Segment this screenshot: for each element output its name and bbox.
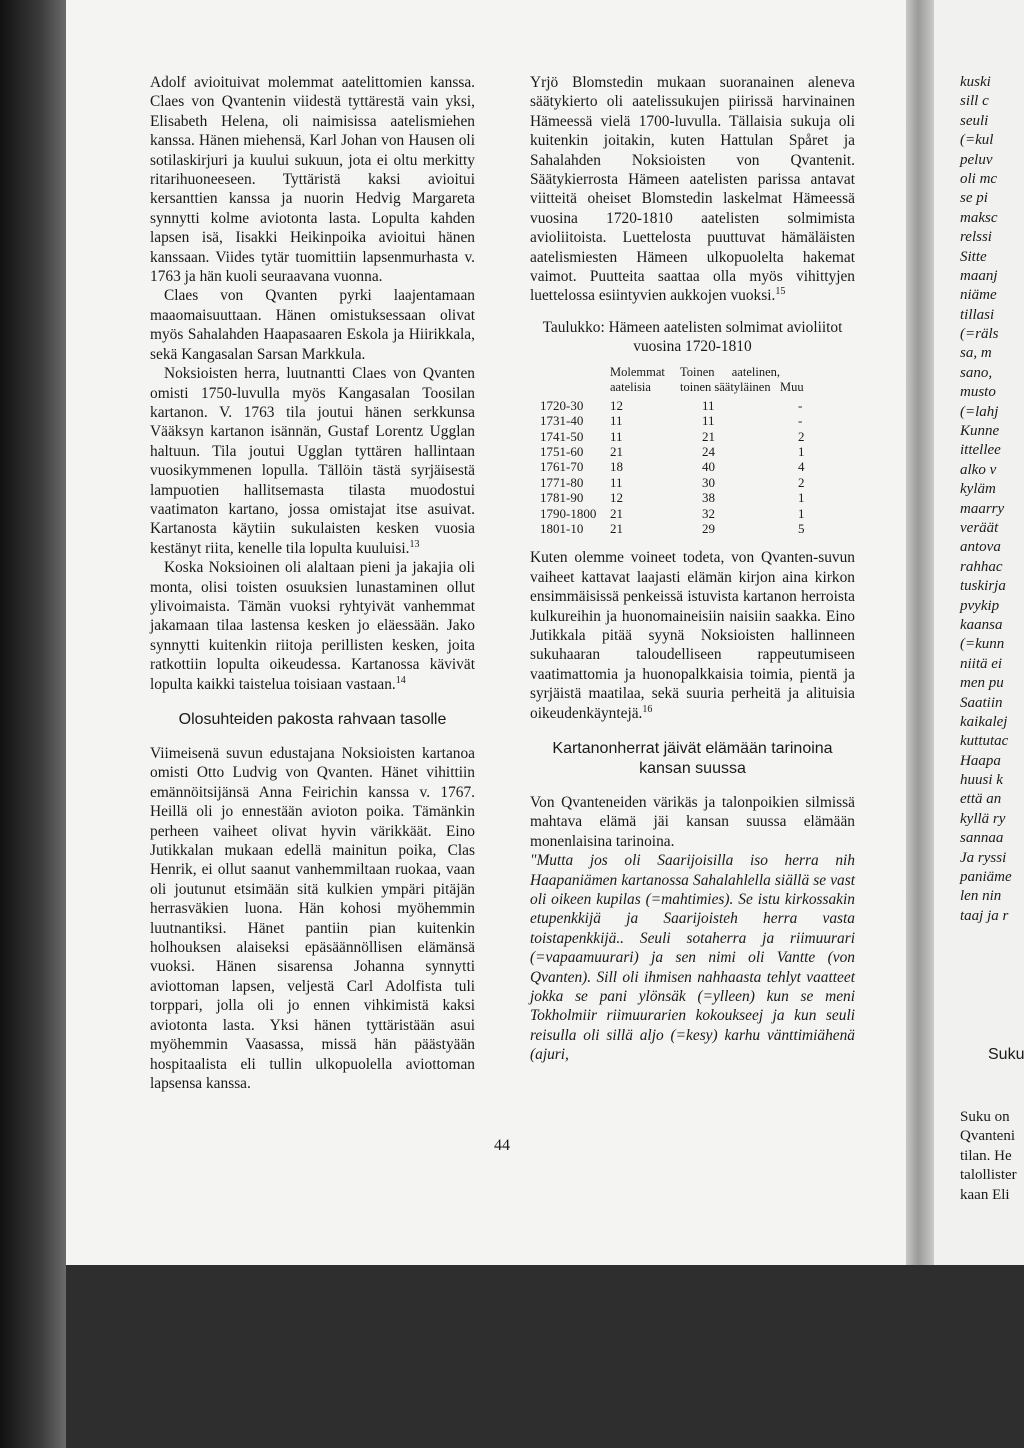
paragraph: Von Qvanteneiden värikäs ja talonpoikien silmissä mahtava elämä jäi kansan suussa elämään monenlaisina tarinoina.: [530, 794, 855, 850]
table-cell: 40: [702, 459, 715, 475]
next-page-line: maksc: [960, 209, 998, 226]
next-page-line: sano,: [960, 364, 993, 381]
next-page-line: sannaa: [960, 830, 1004, 847]
next-page-line: paniäme: [960, 869, 1012, 886]
table-row: [530, 521, 855, 536]
table-row: [530, 444, 855, 459]
table-cell: -: [798, 413, 803, 429]
book-gutter: [906, 0, 936, 1265]
table-cell: 1720-30: [540, 397, 584, 413]
paragraph-text: Kuten olemme voineet todeta, von Qvanten-suvun vaiheet kattavat laajasti elämän kirjon aina kirkon ensimmäisissä penkeissä istuvista kartanon herroista kulkureihin ja huonomaineisiin naisiin saakka. Eino Jutikkala pitää syynä Noksioisten hallinneen sukuhaaran taloudelliseen rappeutumiseen vaatimattomia ja huonopalkkaisia toimia, pientä ja syrjäistä maatilaa, sekä suuria perheitä ja alituisia oikeudenkäyntejä.: [530, 549, 855, 722]
table-row: [530, 459, 855, 474]
next-page-heading: Suku: [988, 1046, 1024, 1063]
table-cell: 1741-50: [540, 428, 584, 444]
next-page-line: (=lahj: [960, 403, 999, 420]
table-cell: 32: [702, 505, 715, 521]
right-column: [530, 73, 855, 1065]
paragraph: Viimeisenä suvun edustajana Noksioisten kartanoa omisti Otto Ludvig von Qvanten. Hänet vihittiin emännöitsijänsä Anna Feirichin kanssa v. 1767. Heillä oli jo ennestään avioton poika. Tämänkin perheen vaiheet olivat hyvin värikkäät. Eino Jutikkalan mukaan edellä mainitun poika, Clas Henrik, ei ollut saanut vanhemmiltaan ruokaa, vaan oli joutunut etsimään sitä kulkien ympäri pitäjän herrasväkien luona. Hän kohosi myöhemmin luutnantiksi. Hänet pantiin pian kuitenkin holhouksen alaiseksi epäsäännöllisen elämänsä vuoksi. Hänen sisarensa Johanna synnytti aviottoman lapsen, veljestä Carl Adolfista tuli torppari, jolla oli jo ennen vihkimistä kaksi aviotonta lasta. Yksi hänen tyttäristään asui myöhemmin Vaasassa, missä hän päästyään hospitaalista eli tullin ulkopuolella aviottoman lapsensa kanssa.: [150, 745, 475, 1092]
table-header-row: [530, 365, 855, 398]
table-cell: 18: [610, 459, 623, 475]
table-row: [530, 429, 855, 444]
table-cell: 24: [702, 443, 715, 459]
next-page-line: peluv: [960, 151, 993, 168]
footnote-ref: 15: [775, 286, 786, 298]
next-page-line: Ja ryssi: [960, 849, 1007, 866]
next-page-line: kaan Eli: [960, 1186, 1010, 1203]
next-page-line: Sitte: [960, 248, 987, 265]
next-page-line: relssi: [960, 229, 992, 246]
next-page-line: kyllä ry: [960, 810, 1006, 827]
next-page-line: niitä ei: [960, 655, 1003, 672]
paragraph: Adolf avioituivat molemmat aatelittomien kanssa. Claes von Qvantenin viidestä tyttärestä vain yksi, Elisabeth Helena, oli naimisissa aatelismiehen kanssa. Hänen miehensä, Karl Johan von Hausen oli sotilaskirjuri ja kuului sukuun, jota ei oltu merkitty ritarihuoneeseen. Tyttäristä kaksi avioitui kersanttien kanssa ja nuorin Hedvig Margareta synnytti kolme aviotonta lasta. Lopulta kahden lapsen isä, Iisakki Heikinpoika avioitui hänen kanssaan. Viides tytär tuomittiin lapsenmurhasta v. 1763 ja hän kuoli seuraavana vuonna.: [150, 74, 475, 286]
next-page-line: kaansa: [960, 616, 1003, 633]
table-cell: 11: [702, 397, 715, 413]
table-title: Taulukko: Hämeen aatelisten solmimat avioliitot vuosina 1720-1810: [542, 318, 843, 356]
paragraph: [530, 548, 855, 723]
table-row: [530, 398, 855, 413]
table-cell: 30: [702, 474, 715, 490]
table-header: [530, 365, 610, 398]
next-page-line: talollister: [960, 1167, 1017, 1184]
next-page-line: niäme: [960, 287, 997, 304]
next-page-line: kaikalej: [960, 713, 1008, 730]
next-page-line: maarry: [960, 500, 1005, 517]
table-cell: -: [798, 397, 803, 413]
footnote-ref: 13: [409, 538, 420, 550]
table-cell: 21: [702, 428, 715, 444]
next-page-line: alko v: [960, 461, 997, 478]
table-cell: 1: [798, 505, 805, 521]
table-header: Molemmat aatelisia: [610, 364, 665, 394]
next-page-line: sa, m: [960, 345, 992, 362]
next-page-line: veräät: [960, 519, 999, 536]
paragraph: [530, 73, 855, 306]
table-cell: 1761-70: [540, 459, 584, 475]
table-header: Muu: [780, 379, 804, 394]
table-cell: 5: [798, 520, 805, 536]
footnote-ref: 16: [642, 703, 653, 715]
table-cell: 1: [798, 443, 805, 459]
table-cell: 1: [798, 490, 805, 506]
next-page-line: (=kunn: [960, 636, 1005, 653]
table-row: [530, 475, 855, 490]
next-page-line: len nin: [960, 888, 1002, 905]
table-cell: 11: [610, 428, 623, 444]
table-cell: 4: [798, 459, 805, 475]
next-page-line: seuli: [960, 112, 989, 129]
paragraph-text: Yrjö Blomstedin mukaan suoranainen aleneva säätykierto oli aatelissukujen piirissä harvinainen Hämeessä vielä 1700-luvulla. Tällaisia sukuja oli kuitenkin joitakin, kuten Hattulan Spåret ja Sahalahden Noksioisten von Qvantenit. Säätykierrosta Hämeen aatelisten parissa antavat viitteitä oheiset Blomstedin laskelmat Hämeessä vuosina 1720-1810 aatelisten solmimista avioliitoista. Luettelosta puuttuvat hämäläisten aatelismiesten Hämeen ulkopuolelta hakemat vaimot. Puutteita saattaa olla myös vihittyjen luettelossa esiintyvien aukkojen vuoksi.: [530, 74, 855, 305]
table-row: [530, 490, 855, 505]
table-cell: 38: [702, 490, 715, 506]
next-page-line: että an: [960, 791, 1002, 808]
next-page-line: (=kul: [960, 132, 994, 149]
table-cell: 2: [798, 474, 805, 490]
next-page-line: ittellee: [960, 442, 1001, 459]
scanner-edge: [0, 0, 66, 1448]
table-cell: 1801-10: [540, 520, 584, 536]
table-cell: 1790-1800: [540, 505, 597, 521]
next-page-line: se pi: [960, 190, 988, 207]
table-cell: 1781-90: [540, 490, 584, 506]
table-cell: 12: [610, 490, 623, 506]
scanner-bed: [66, 1265, 1024, 1448]
table-body: [530, 398, 855, 537]
next-page-line: kuski: [960, 74, 991, 90]
next-page-line: rahhac: [960, 558, 1003, 575]
next-page-line: Kunne: [960, 423, 1000, 440]
next-page-line: Suku on: [960, 1109, 1010, 1125]
table-cell: 1751-60: [540, 443, 584, 459]
next-page-line: oli mc: [960, 170, 998, 187]
paragraph-text: Koska Noksioinen oli alaltaan pieni ja jakajia oli monta, olisi toisten osuuksien lunastaminen ollut ylivoimaista. Tämän vuoksi ryhtyivät vanhemmat jakamaan tilaa lastensa kesken jo eläessään. Jako synnytti kuitenkin riitoja perillisten kesken, joita ratkottiin lopulta oikeudessa. Kartanossa kävivät lopulta kaikki taistelua toisiaan vastaan.: [150, 559, 475, 693]
table-cell: 2: [798, 428, 805, 444]
next-page-line: Haapa: [960, 752, 1001, 769]
table-row: [530, 506, 855, 521]
left-column: [150, 73, 475, 1093]
next-page-line: sill c: [960, 93, 989, 110]
table-header: Toinen aatelinen, toinen säätyläinen: [680, 364, 780, 394]
next-page-line: (=räls: [960, 326, 999, 343]
next-page-line: tillasi: [960, 306, 995, 323]
folk-quote: "Mutta jos oli Saarijoisilla iso herra nih Haapaniämen kartanossa Sahalahlella siällä se vast oli oikeen kupilas (=mahtimies). Se istu kirkossakin etupenkkijä ja Saarijoisteh herra vasta toistapenkkijä.. Seuli sotaherra ja riimuurari (=vapaamuurari) ja sen nimi oli Vantte (von Qvanten). Sill oli ihmisen nahhaasta tehlyt vaatteet jokka se pani ylönsäk (=ylleen) kun se meni Tokholmiir riimuurarien kokoukseej ja kun seuli reisulla oli sillä aljo (=kesy) karhu vänttimiähenä (ajuri,: [530, 852, 855, 1064]
table-cell: 1731-40: [540, 413, 584, 429]
next-page-line: Qvanteni: [960, 1128, 1015, 1145]
page-number: 44: [494, 1137, 510, 1154]
table-cell: 1771-80: [540, 474, 584, 490]
table-cell: 11: [610, 413, 623, 429]
table-cell: 29: [702, 520, 715, 536]
section-heading: Olosuhteiden pakosta rahvaan tasolle: [178, 711, 447, 728]
next-page-bottom-text: [960, 1108, 1017, 1205]
next-page-line: tilan. He: [960, 1147, 1012, 1164]
table-cell: 11: [702, 413, 715, 429]
next-page-line: maanj: [960, 267, 998, 284]
footnote-ref: 14: [395, 674, 406, 686]
next-page-line: kuttutac: [960, 733, 1009, 750]
next-page-line: Saatiin: [960, 694, 1003, 711]
paragraph-text: Noksioisten herra, luutnantti Claes von Qvanten omisti 1750-luvulla myös Kangasalan Toosilan kartanon. V. 1763 tila joutui hänen serkkunsa Vääksyn kartanon isännän, Gustaf Lorentz Ugglan haltuun. Tila joutui Ugglan tyttären hallintaan vuosikymmenen lopulla. Tällöin tästä syrjäisestä lampuotien hallitsemasta tilasta muodostui vaatimaton kartano, jossa omistajat itse asuivat. Kartanosta käytiin sukulaisten kesken vuosia kestänyt riita, kenelle tila lopulta kuuluisi.: [150, 365, 475, 557]
next-page-line: taaj ja r: [960, 907, 1009, 924]
next-page-text: [960, 73, 1012, 926]
table-cell: 21: [610, 505, 623, 521]
table-cell: 11: [610, 474, 623, 490]
next-page-line: huusi k: [960, 772, 1003, 789]
section-heading: Kartanonherrat jäivät elämään tarinoina kansan suussa: [552, 740, 833, 777]
next-page-line: men pu: [960, 675, 1004, 692]
next-page-line: tuskirja: [960, 578, 1006, 595]
table-row: [530, 413, 855, 428]
table-cell: 21: [610, 520, 623, 536]
paragraph: Claes von Qvanten pyrki laajentamaan maaomaisuuttaan. Hänen omistuksessaan olivat myös Sahalahden Haapasaaren Eskola ja Hiirikkala, sekä Kangasalan Sarsan Markkula.: [150, 287, 475, 363]
table-cell: 21: [610, 443, 623, 459]
table-cell: 12: [610, 397, 623, 413]
paragraph: [150, 558, 475, 694]
next-page-line: antova: [960, 539, 1001, 556]
marriage-table: [530, 365, 855, 537]
next-page-line: pvykip: [960, 597, 1000, 614]
next-page-line: kyläm: [960, 481, 996, 498]
next-page-line: musto: [960, 384, 996, 401]
paragraph: [150, 364, 475, 558]
